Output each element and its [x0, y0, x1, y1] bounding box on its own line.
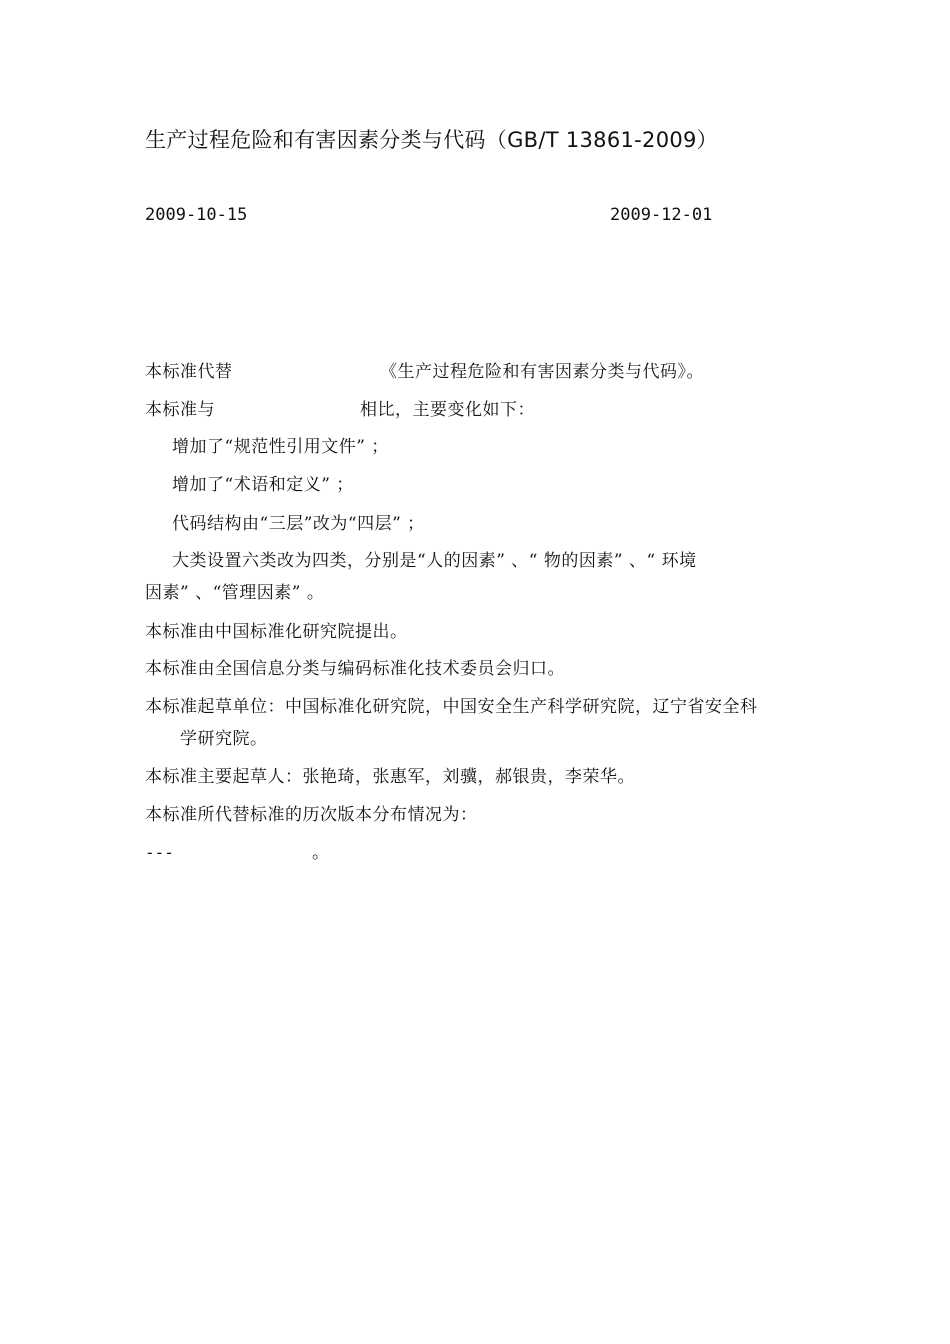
change-item-1: 增加了“规范性引用文件” ；: [172, 437, 389, 457]
compare-prefix: 本标准与: [145, 400, 215, 420]
drafting-units-line-1: 本标准起草单位：中国标准化研究院，中国安全生产科学研究院，辽宁省安全科: [145, 697, 758, 717]
compare-suffix: 相比，主要变化如下：: [360, 400, 535, 420]
implement-date: [610, 205, 712, 225]
under-jurisdiction: 本标准由全国信息分类与编码标准化技术委员会归口。: [145, 659, 565, 679]
history-period: 。: [312, 843, 330, 863]
proposed-by: 本标准由中国标准化研究院提出。: [145, 622, 408, 642]
change-item-2: 增加了“术语和定义” ；: [172, 475, 354, 495]
change-item-4-line-1: 大类设置六类改为四类，分别是“人的因素” 、“ 物的因素” 、“ 环境: [172, 551, 697, 571]
change-item-4-line-2: 因素” 、“管理因素” 。: [145, 583, 325, 603]
publish-date-value: 2009-10-15: [145, 205, 248, 225]
document-title: 生产过程危险和有害因素分类与代码（GB/T 13861-2009）: [145, 128, 718, 152]
implement-date-value: 2009-12-01: [610, 205, 713, 225]
version-history: 本标准所代替标准的历次版本分布情况为：: [145, 805, 478, 825]
drafting-units-line-2: 学研究院。: [180, 729, 268, 749]
replace-prefix: 本标准代替: [145, 362, 233, 382]
drafters: 本标准主要起草人：张艳琦，张惠军，刘骥，郝银贵，李荣华。: [145, 767, 635, 787]
history-dash: ---: [145, 843, 174, 862]
publish-date: [145, 205, 247, 225]
change-item-3: 代码结构由“三层”改为“四层” ；: [172, 514, 425, 534]
replace-title: 《生产过程危险和有害因素分类与代码》。: [380, 362, 704, 382]
